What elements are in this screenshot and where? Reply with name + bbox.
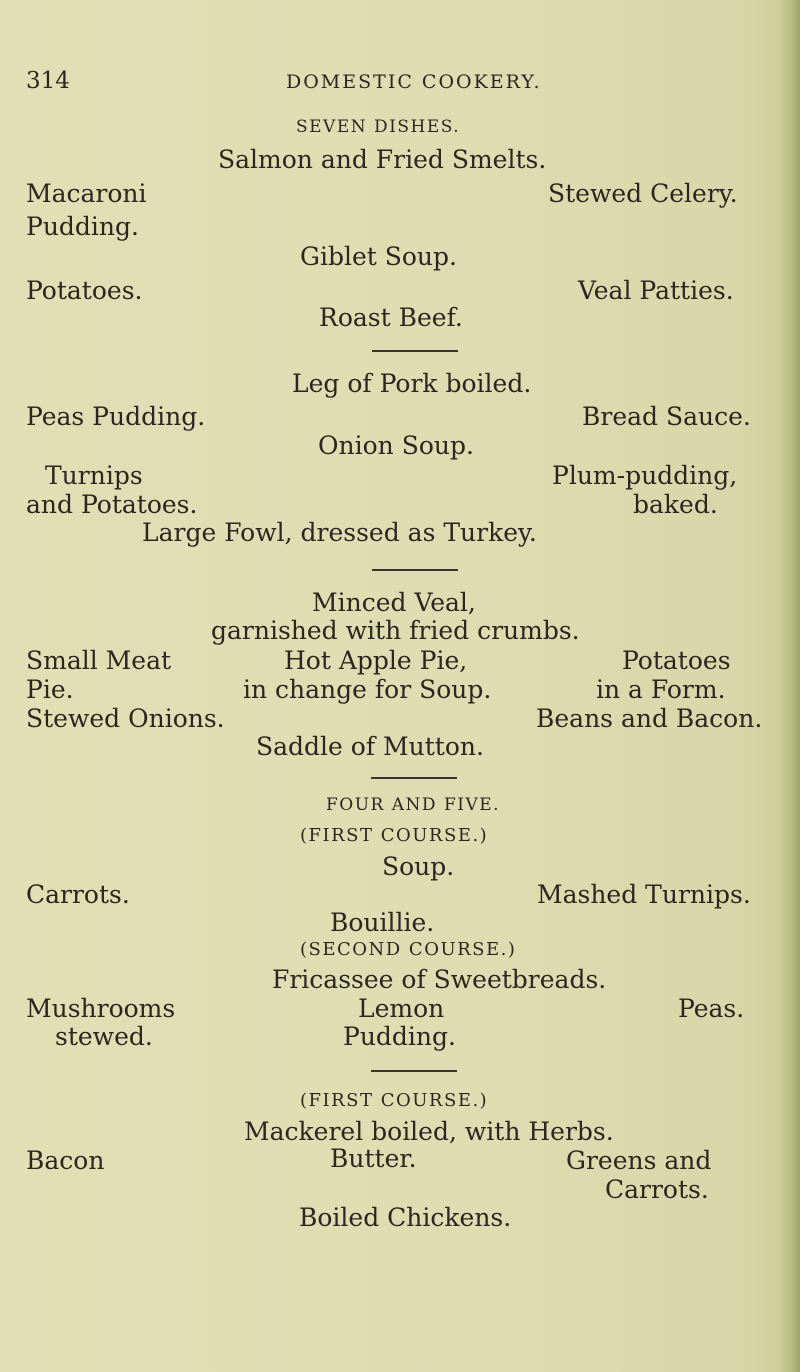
dish-mushrooms-stewed: stewed.	[55, 1022, 153, 1051]
section-heading-seven-dishes: SEVEN DISHES.	[296, 117, 461, 137]
dish-veal-patties: Veal Patties.	[578, 276, 734, 305]
dish-bouillie: Bouillie.	[330, 908, 435, 937]
dish-leg-of-pork: Leg of Pork boiled.	[292, 369, 532, 398]
divider-rule	[372, 350, 458, 352]
dish-onion-soup: Onion Soup.	[318, 431, 474, 460]
dish-butter: Butter.	[330, 1144, 417, 1173]
dish-greens-and: Greens and	[566, 1146, 712, 1175]
dish-saddle-of-mutton: Saddle of Mutton.	[256, 732, 484, 761]
dish-stewed-celery: Stewed Celery.	[548, 179, 738, 208]
dish-stewed-onions: Stewed Onions.	[26, 704, 225, 733]
section-heading-four-and-five: FOUR AND FIVE.	[326, 795, 501, 815]
dish-potatoes-form: Potatoes	[622, 646, 731, 675]
second-course-label: (SECOND COURSE.)	[300, 939, 517, 960]
dish-hot-apple-pie-note: in change for Soup.	[243, 675, 492, 704]
dish-mackerel: Mackerel boiled, with Herbs.	[244, 1117, 614, 1146]
dish-carrots: Carrots.	[26, 880, 130, 909]
page-edge-shadow	[778, 0, 800, 1372]
dish-plum-pudding: Plum-pudding,	[552, 461, 738, 490]
dish-macaroni: Macaroni	[26, 179, 147, 208]
dish-bacon: Bacon	[26, 1146, 105, 1175]
dish-salmon: Salmon and Fried Smelts.	[218, 145, 547, 174]
dish-greens-carrots: Carrots.	[605, 1175, 709, 1204]
dish-turnips: Turnips	[45, 461, 143, 490]
divider-rule	[371, 1070, 457, 1072]
dish-giblet-soup: Giblet Soup.	[300, 242, 457, 271]
dish-hot-apple-pie: Hot Apple Pie,	[284, 646, 468, 675]
dish-mushrooms: Mushrooms	[26, 994, 176, 1023]
dish-large-fowl: Large Fowl, dressed as Turkey.	[142, 518, 537, 547]
dish-potatoes-form-2: in a Form.	[596, 675, 726, 704]
first-course-label: (FIRST COURSE.)	[300, 825, 489, 846]
dish-minced-veal-garnish: garnished with fried crumbs.	[211, 616, 580, 645]
dish-peas: Peas.	[678, 994, 745, 1023]
page-number: 314	[26, 68, 70, 94]
dish-fricassee: Fricassee of Sweetbreads.	[272, 965, 607, 994]
running-title: DOMESTIC COOKERY.	[286, 71, 542, 93]
dish-minced-veal: Minced Veal,	[312, 588, 476, 617]
dish-macaroni-pudding: Pudding.	[26, 212, 139, 241]
divider-rule	[372, 569, 458, 571]
dish-small-meat: Small Meat	[26, 646, 172, 675]
dish-plum-pudding-baked: baked.	[633, 490, 718, 519]
dish-soup: Soup.	[382, 852, 455, 881]
dish-roast-beef: Roast Beef.	[319, 303, 463, 332]
dish-lemon: Lemon	[358, 994, 445, 1023]
dish-beans-and-bacon: Beans and Bacon.	[536, 704, 763, 733]
dish-bread-sauce: Bread Sauce.	[582, 402, 751, 431]
divider-rule	[371, 777, 457, 779]
first-course-label-2: (FIRST COURSE.)	[300, 1090, 489, 1111]
dish-mashed-turnips: Mashed Turnips.	[537, 880, 751, 909]
dish-potatoes: Potatoes.	[26, 276, 143, 305]
dish-peas-pudding: Peas Pudding.	[26, 402, 206, 431]
dish-small-meat-pie: Pie.	[26, 675, 74, 704]
dish-lemon-pudding: Pudding.	[343, 1022, 456, 1051]
dish-boiled-chickens: Boiled Chickens.	[299, 1203, 512, 1232]
dish-and-potatoes: and Potatoes.	[26, 490, 198, 519]
